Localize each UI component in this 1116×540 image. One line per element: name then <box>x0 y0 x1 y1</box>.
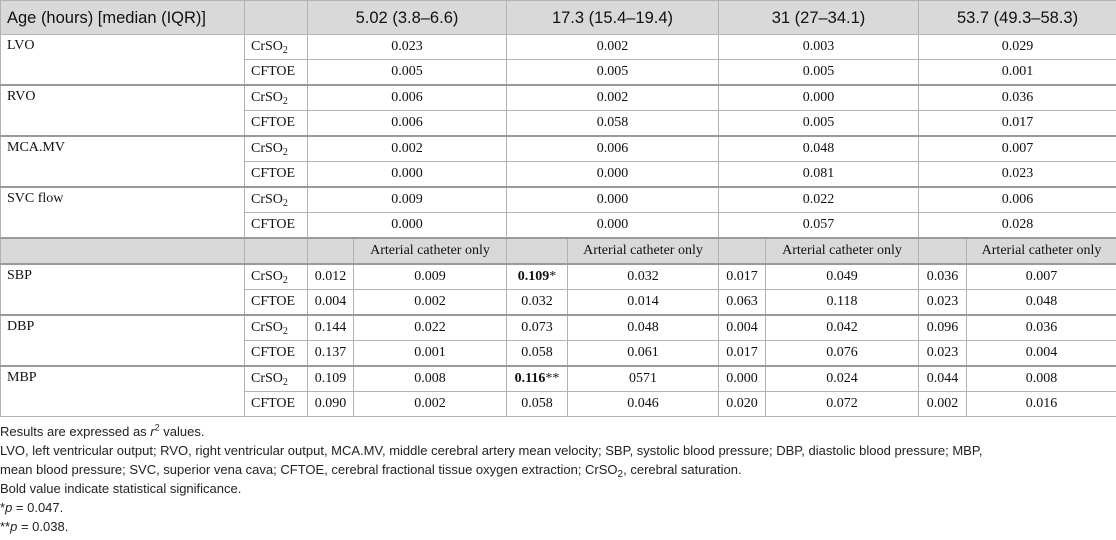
table-header-row <box>1 1 1116 35</box>
table-cell: 0.057 <box>719 213 919 239</box>
table-cell: 0.020 <box>719 392 766 417</box>
table-cell: 0.028 <box>919 213 1116 239</box>
table-cell: 0.016 <box>967 392 1116 417</box>
table-cell: 0.058 <box>507 341 568 367</box>
table-cell: 0.005 <box>719 60 919 86</box>
subheader-blank <box>919 238 967 264</box>
table-cell: 0.032 <box>507 290 568 316</box>
table-row <box>1 85 1116 111</box>
table-cell: 0.029 <box>919 35 1116 60</box>
table-cell: 0.022 <box>719 187 919 213</box>
table-cell: 0.008 <box>967 366 1116 392</box>
metric-cftoe: CFTOE <box>245 392 308 417</box>
table-cell: 0.002 <box>354 290 507 316</box>
metric-crso2: CrSO$_2$ <box>245 315 308 341</box>
arterial-catheter-header-4: Arterial catheter only <box>967 238 1116 264</box>
table-cell: 0.005 <box>719 111 919 137</box>
table-cell: 0.017 <box>719 341 766 367</box>
table-cell: 0.023 <box>919 290 967 316</box>
table-cell: 0.049 <box>766 264 919 290</box>
metric-cftoe: CFTOE <box>245 111 308 137</box>
table-row <box>1 136 1116 162</box>
table-cell: 0.044 <box>919 366 967 392</box>
table-cell: 0.061 <box>568 341 719 367</box>
subheader-blank <box>719 238 766 264</box>
table-row <box>1 366 1116 392</box>
subheader-blank <box>245 238 308 264</box>
table-cell: 0.046 <box>568 392 719 417</box>
table-cell: 0.002 <box>919 392 967 417</box>
row-label-dbp: DBP <box>1 315 245 366</box>
metric-cftoe: CFTOE <box>245 162 308 188</box>
table-cell: 0.048 <box>568 315 719 341</box>
table-cell: 0.096 <box>919 315 967 341</box>
table-cell: 0.072 <box>766 392 919 417</box>
table-cell: 0.000 <box>719 366 766 392</box>
table-cell: 0.076 <box>766 341 919 367</box>
table-cell: 0.137 <box>308 341 354 367</box>
footnote-abbreviations: LVO, left ventricular output; RVO, right ventricular output, MCA.MV, middle cerebral artery mean velocity; SBP, systolic blood pressure; DBP, diastolic blood pressure; MBP, mean blood pressure; SVC, superior vena cava; CFTOE, cerebral fractional tissue oxygen extraction; CrSO$_2$, cerebral saturation. <box>0 443 983 480</box>
table-cell: 0.005 <box>308 60 507 86</box>
age-header: Age (hours) [median (IQR)] <box>1 1 245 35</box>
subheader-blank <box>308 238 354 264</box>
footnote-p2: **p = 0.038. <box>0 519 69 534</box>
table-cell: 0.023 <box>308 35 507 60</box>
row-label-sbp: SBP <box>1 264 245 315</box>
metric-crso2: CrSO$_2$ <box>245 366 308 392</box>
significant-cell: 0.116** <box>507 366 568 392</box>
table-cell: 0.000 <box>507 187 719 213</box>
table-cell: 0.032 <box>568 264 719 290</box>
row-label-lvo: LVO <box>1 35 245 86</box>
footnote-results: Results are expressed as $r^2$ values. <box>0 422 205 439</box>
table-cell: 0.008 <box>354 366 507 392</box>
footnote-bold: Bold value indicate statistical significance. <box>0 481 242 496</box>
table-cell: 0.058 <box>507 111 719 137</box>
table-cell: 0.063 <box>719 290 766 316</box>
table-row <box>1 35 1116 60</box>
table-cell: 0.002 <box>308 136 507 162</box>
table-cell: 0.073 <box>507 315 568 341</box>
table-cell: 0.009 <box>354 264 507 290</box>
group-header-2: 17.3 (15.4–19.4) <box>507 1 719 35</box>
table-cell: 0.023 <box>919 162 1116 188</box>
table-row <box>1 315 1116 341</box>
table-cell: 0.012 <box>308 264 354 290</box>
table-cell: 0.000 <box>507 162 719 188</box>
subheader-blank <box>507 238 568 264</box>
table-row <box>1 264 1116 290</box>
table-cell: 0.000 <box>308 162 507 188</box>
table-cell: 0.004 <box>308 290 354 316</box>
metric-cftoe: CFTOE <box>245 213 308 239</box>
group-header-4: 53.7 (49.3–58.3) <box>919 1 1116 35</box>
table-cell: 0.006 <box>308 111 507 137</box>
table-cell: 0.048 <box>967 290 1116 316</box>
table-cell: 0.006 <box>308 85 507 111</box>
table-cell: 0.144 <box>308 315 354 341</box>
metric-cftoe: CFTOE <box>245 60 308 86</box>
table-cell: 0.002 <box>507 85 719 111</box>
table-cell: 0.024 <box>766 366 919 392</box>
table-cell: 0.048 <box>719 136 919 162</box>
arterial-catheter-header-2: Arterial catheter only <box>568 238 719 264</box>
significance-mark: ** <box>545 371 560 386</box>
arterial-catheter-header-3: Arterial catheter only <box>766 238 919 264</box>
significant-cell: 0.109* <box>507 264 568 290</box>
table-cell: 0.000 <box>308 213 507 239</box>
row-label-mca-mv: MCA.MV <box>1 136 245 187</box>
table-cell: 0571 <box>568 366 719 392</box>
table-cell: 0.022 <box>354 315 507 341</box>
footnote-p1: *p = 0.047. <box>0 500 64 515</box>
table-cell: 0.001 <box>354 341 507 367</box>
table-cell: 0.004 <box>719 315 766 341</box>
table-cell: 0.006 <box>919 187 1116 213</box>
table-cell: 0.000 <box>719 85 919 111</box>
row-label-svc-flow: SVC flow <box>1 187 245 238</box>
row-label-rvo: RVO <box>1 85 245 136</box>
metric-crso2: CrSO$_2$ <box>245 187 308 213</box>
arterial-catheter-header-1: Arterial catheter only <box>354 238 507 264</box>
table-cell: 0.081 <box>719 162 919 188</box>
table-cell: 0.009 <box>308 187 507 213</box>
metric-cftoe: CFTOE <box>245 290 308 316</box>
table-cell: 0.004 <box>967 341 1116 367</box>
table-cell: 0.058 <box>507 392 568 417</box>
table-cell: 0.002 <box>354 392 507 417</box>
subheader-blank <box>1 238 245 264</box>
table-cell: 0.003 <box>719 35 919 60</box>
row-label-mbp: MBP <box>1 366 245 417</box>
table-cell: 0.017 <box>919 111 1116 137</box>
table-cell: 0.006 <box>507 136 719 162</box>
table-cell: 0.023 <box>919 341 967 367</box>
table-cell: 0.042 <box>766 315 919 341</box>
table-cell: 0.090 <box>308 392 354 417</box>
metric-crso2: CrSO$_2$ <box>245 35 308 60</box>
table-cell: 0.109 <box>308 366 354 392</box>
table-cell: 0.005 <box>507 60 719 86</box>
table-cell: 0.002 <box>507 35 719 60</box>
group-header-1: 5.02 (3.8–6.6) <box>308 1 507 35</box>
table-cell: 0.007 <box>967 264 1116 290</box>
metric-crso2: CrSO$_2$ <box>245 85 308 111</box>
subheader-row <box>1 238 1116 264</box>
table-cell: 0.118 <box>766 290 919 316</box>
table-cell: 0.036 <box>919 264 967 290</box>
table-cell: 0.036 <box>967 315 1116 341</box>
table-cell: 0.036 <box>919 85 1116 111</box>
metric-header-blank <box>245 1 308 35</box>
significance-mark: * <box>549 269 557 284</box>
table-cell: 0.000 <box>507 213 719 239</box>
table-cell: 0.001 <box>919 60 1116 86</box>
table-row <box>1 187 1116 213</box>
metric-cftoe: CFTOE <box>245 341 308 367</box>
metric-crso2: CrSO$_2$ <box>245 136 308 162</box>
table-cell: 0.017 <box>719 264 766 290</box>
group-header-3: 31 (27–34.1) <box>719 1 919 35</box>
table-cell: 0.014 <box>568 290 719 316</box>
metric-crso2: CrSO$_2$ <box>245 264 308 290</box>
table-footnotes <box>0 422 1116 536</box>
table-cell: 0.007 <box>919 136 1116 162</box>
